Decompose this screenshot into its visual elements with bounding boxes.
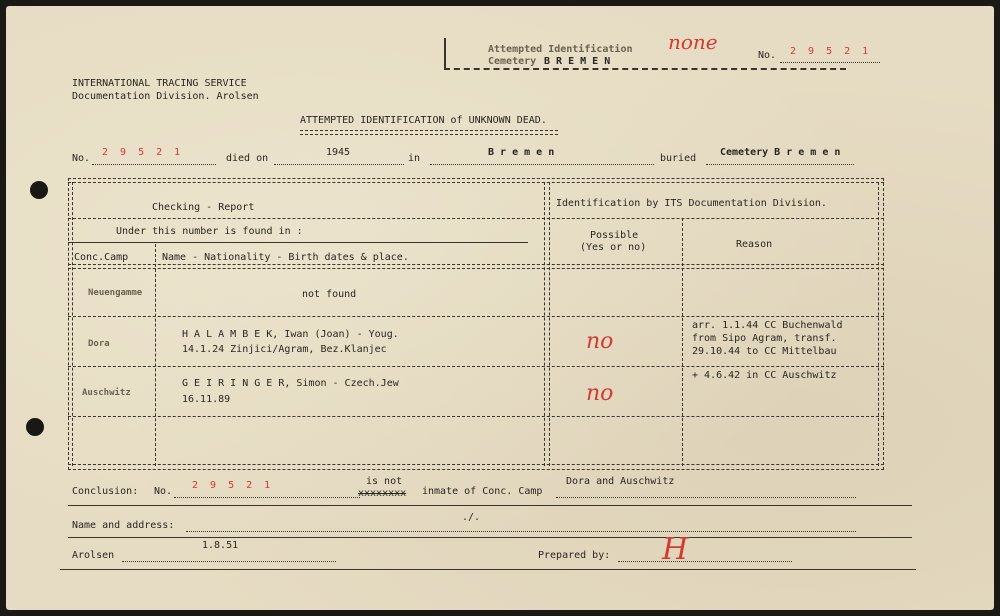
conclusion-struck: xxxxxxxx	[358, 488, 407, 499]
table-row-reason: from Sipo Agram, transf.	[692, 333, 837, 344]
conclusion-camps: Dora and Auschwitz	[566, 476, 675, 487]
header-number: 2 9 5 2 1	[790, 46, 872, 57]
possible-header-sub: (Yes or no)	[580, 242, 647, 253]
conclusion-label: Conclusion:	[72, 486, 139, 497]
cemetery-name: B R E M E N	[544, 56, 611, 67]
identification-header: Identification by ITS Documentation Division.	[556, 198, 827, 209]
punch-hole-top	[30, 181, 48, 199]
table-row-camp: Dora	[88, 339, 110, 349]
none-annotation: none	[668, 30, 718, 54]
reason-header: Reason	[736, 239, 773, 250]
conclusion-inmate: inmate of Conc. Camp	[422, 486, 543, 497]
died-year: 1945	[326, 147, 351, 158]
prepared-by-label: Prepared by:	[538, 550, 611, 561]
record-no-label: No.	[72, 153, 91, 164]
checking-report-header: Checking - Report	[152, 202, 255, 213]
table-row-name: G E I R I N G E R, Simon - Czech.Jew	[182, 378, 399, 389]
conclusion-no-label: No.	[154, 486, 173, 497]
cemetery-label: Cemetery	[488, 56, 537, 67]
name-column-header: Name - Nationality - Birth dates & place.	[162, 252, 409, 263]
buried-label: buried	[660, 153, 697, 164]
arolsen-date: 1.8.51	[202, 540, 239, 551]
table-row-camp: Auschwitz	[82, 388, 131, 398]
table-row-name: H A L A M B E K, Iwan (Joan) - Youg.	[182, 329, 399, 340]
org-division: Documentation Division. Arolsen	[72, 91, 259, 102]
arolsen-label: Arolsen	[72, 550, 115, 561]
possible-header: Possible	[590, 230, 639, 241]
attempted-identification-label: Attempted Identification	[488, 44, 633, 55]
page-title: ATTEMPTED IDENTIFICATION of UNKNOWN DEAD.	[300, 115, 547, 126]
table-row-reason: arr. 1.1.44 CC Buchenwald	[692, 320, 843, 331]
document-card	[6, 6, 994, 610]
under-number-header: Under this number is found in :	[116, 226, 303, 237]
org-name: INTERNATIONAL TRACING SERVICE	[72, 78, 247, 89]
signature: H	[662, 532, 689, 567]
conclusion-number: 2 9 5 2 1	[192, 480, 274, 491]
name-address-label: Name and address:	[72, 520, 175, 531]
died-on-label: died on	[226, 153, 269, 164]
table-row-possible: no	[586, 329, 614, 354]
table-row-details: 16.11.89	[182, 394, 231, 405]
name-address-value: ./.	[462, 512, 481, 523]
in-label: in	[408, 153, 421, 164]
table-row-possible: no	[586, 381, 614, 406]
table-row-reason: + 4.6.42 in CC Auschwitz	[692, 370, 837, 381]
table-row-reason: 29.10.44 to CC Mittelbau	[692, 346, 837, 357]
punch-hole-bottom	[26, 418, 44, 436]
header-no-label: No.	[758, 50, 777, 61]
table-row-name: not found	[302, 289, 357, 300]
record-number: 2 9 5 2 1	[102, 147, 184, 158]
buried-place: Cemetery B r e m e n	[720, 147, 841, 158]
died-place: B r e m e n	[488, 147, 555, 158]
table-row-details: 14.1.24 Zinjici/Agram, Bez.Klanjec	[182, 344, 387, 355]
conclusion-is-not: is not	[366, 476, 403, 487]
table-row-camp: Neuengamme	[88, 288, 143, 298]
conc-camp-header: Conc.Camp	[74, 252, 129, 263]
